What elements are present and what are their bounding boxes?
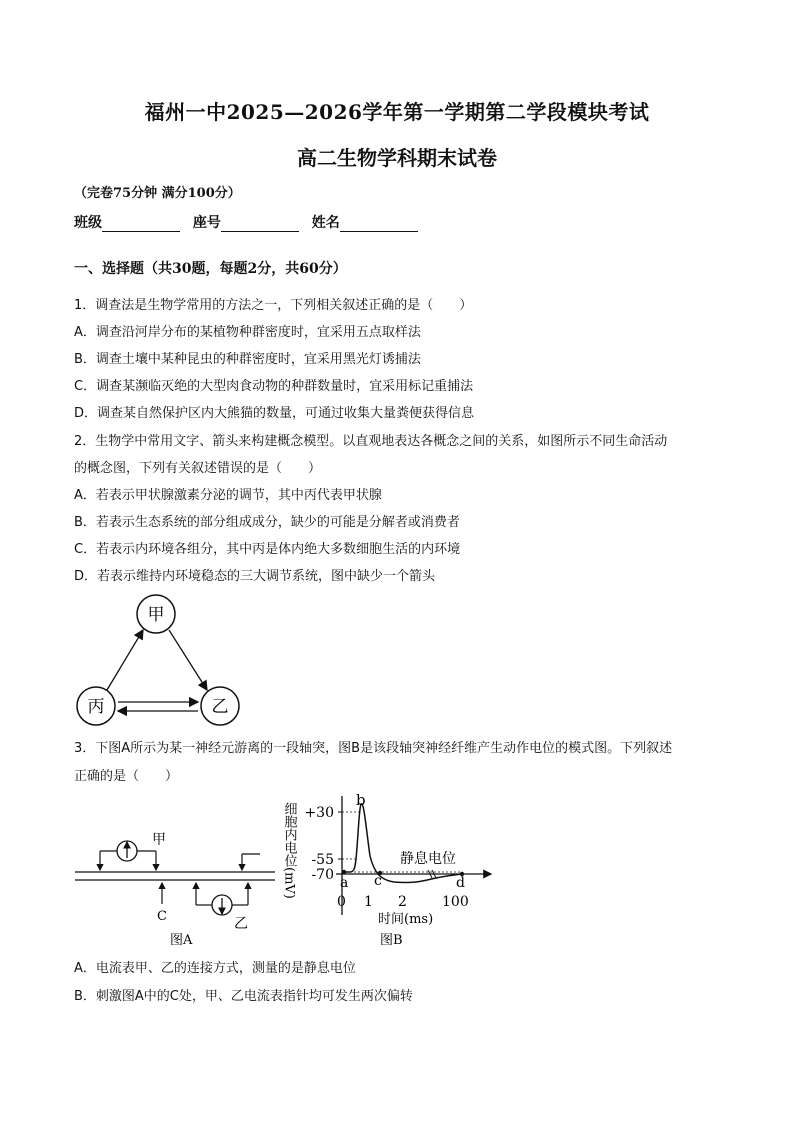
node-bing-label: 丙 bbox=[87, 697, 105, 717]
ytick-minus70: -70 bbox=[311, 867, 334, 883]
q1-option-a: A．调查沿河岸分布的某植物种群密度时，宜采用五点取样法 bbox=[74, 325, 421, 340]
name-label: 姓名 bbox=[311, 215, 340, 231]
node-jia-label: 甲 bbox=[147, 605, 165, 625]
q2-stem-line1: 2．生物学中常用文字、箭头来构建概念模型。以直观地表达各概念之间的关系，如图所示不同生命活动 bbox=[74, 434, 668, 449]
q1-option-b: B．调查土壤中某种昆虫的种群密度时，宜采用黑光灯诱捕法 bbox=[74, 352, 421, 367]
seat-label: 座号 bbox=[192, 215, 221, 231]
q3-figure-b bbox=[276, 788, 516, 953]
ytick-minus55: -55 bbox=[311, 852, 334, 868]
axon-fiber bbox=[75, 872, 275, 880]
class-blank[interactable] bbox=[102, 217, 180, 232]
exam-note: （完卷75分钟 满分100分） bbox=[74, 186, 241, 201]
figure-a-caption: 图A bbox=[170, 933, 193, 948]
q3-option-a: A．电流表甲、乙的连接方式，测量的是静息电位 bbox=[74, 961, 356, 976]
q2-stem-line2: 的概念图，下列有关叙述错误的是（ ） bbox=[74, 461, 322, 476]
figure-b-ylabel: 细胞内电位(mV) bbox=[281, 802, 297, 899]
point-c-label: c bbox=[374, 873, 382, 889]
name-blank[interactable] bbox=[340, 217, 418, 232]
figure-b-caption: 图B bbox=[380, 933, 403, 948]
seat-blank[interactable] bbox=[221, 217, 299, 232]
action-potential-curve bbox=[342, 804, 462, 883]
xtick-100: 100 bbox=[442, 894, 469, 910]
student-info-row bbox=[74, 212, 426, 232]
xtick-0: 0 bbox=[337, 894, 346, 910]
ammeter-yi bbox=[196, 854, 260, 915]
q2-option-d: D．若表示维持内环境稳态的三大调节系统，图中缺少一个箭头 bbox=[74, 569, 436, 584]
arrow-bing-to-jia bbox=[107, 630, 143, 690]
ammeter-jia bbox=[100, 841, 156, 870]
q1-option-c: C．调查某濒临灭绝的大型肉食动物的种群数量时，宜采用标记重捕法 bbox=[74, 379, 474, 394]
q3-option-b: B．刺激图A中的C处，甲、乙电流表指针均可发生两次偏转 bbox=[74, 989, 413, 1004]
resting-potential-label: 静息电位 bbox=[400, 851, 456, 867]
point-a-label: a bbox=[340, 875, 349, 891]
xtick-2: 2 bbox=[398, 894, 407, 910]
q1-stem: 1．调查法是生物学常用的方法之一，下列相关叙述正确的是（ ） bbox=[74, 298, 473, 313]
section-title: 一、选择题（共30题，每题2分，共60分） bbox=[74, 261, 347, 277]
q2-concept-diagram bbox=[60, 590, 260, 730]
q2-option-b: B．若表示生态系统的部分组成成分，缺少的可能是分解者或消费者 bbox=[74, 515, 460, 530]
q3-figure-a bbox=[70, 822, 280, 952]
exam-title: 福州一中2025—2026学年第一学期第二学段模块考试 bbox=[144, 100, 650, 124]
exam-subtitle: 高二生物学科期末试卷 bbox=[297, 146, 497, 170]
xtick-1: 1 bbox=[364, 894, 373, 910]
point-b-label: b bbox=[356, 791, 366, 809]
ammeter-jia-label: 甲 bbox=[152, 832, 166, 848]
ytick-plus30: +30 bbox=[304, 805, 334, 821]
point-a bbox=[342, 870, 346, 874]
ammeter-yi-label: 乙 bbox=[234, 916, 248, 932]
q2-option-c: C．若表示内环境各组分，其中丙是体内绝大多数细胞生活的内环境 bbox=[74, 542, 461, 557]
class-label: 班级 bbox=[74, 215, 102, 231]
stimulus-point-c: C bbox=[157, 909, 167, 924]
q3-stem-line2: 正确的是（ ） bbox=[74, 769, 179, 784]
node-yi-label: 乙 bbox=[211, 697, 229, 717]
point-d-label: d bbox=[456, 875, 465, 891]
figure-b-xlabel: 时间(ms) bbox=[378, 912, 434, 927]
q1-option-d: D．调查某自然保护区内大熊猫的数量，可通过收集大量粪便获得信息 bbox=[74, 406, 475, 421]
q3-stem-line1: 3．下图A所示为某一神经元游离的一段轴突，图B是该段轴突神经纤维产生动作电位的模式图。下列叙述 bbox=[74, 741, 673, 756]
arrow-jia-to-yi bbox=[169, 630, 207, 690]
q2-option-a: A．若表示甲状腺激素分泌的调节，其中丙代表甲状腺 bbox=[74, 488, 382, 503]
